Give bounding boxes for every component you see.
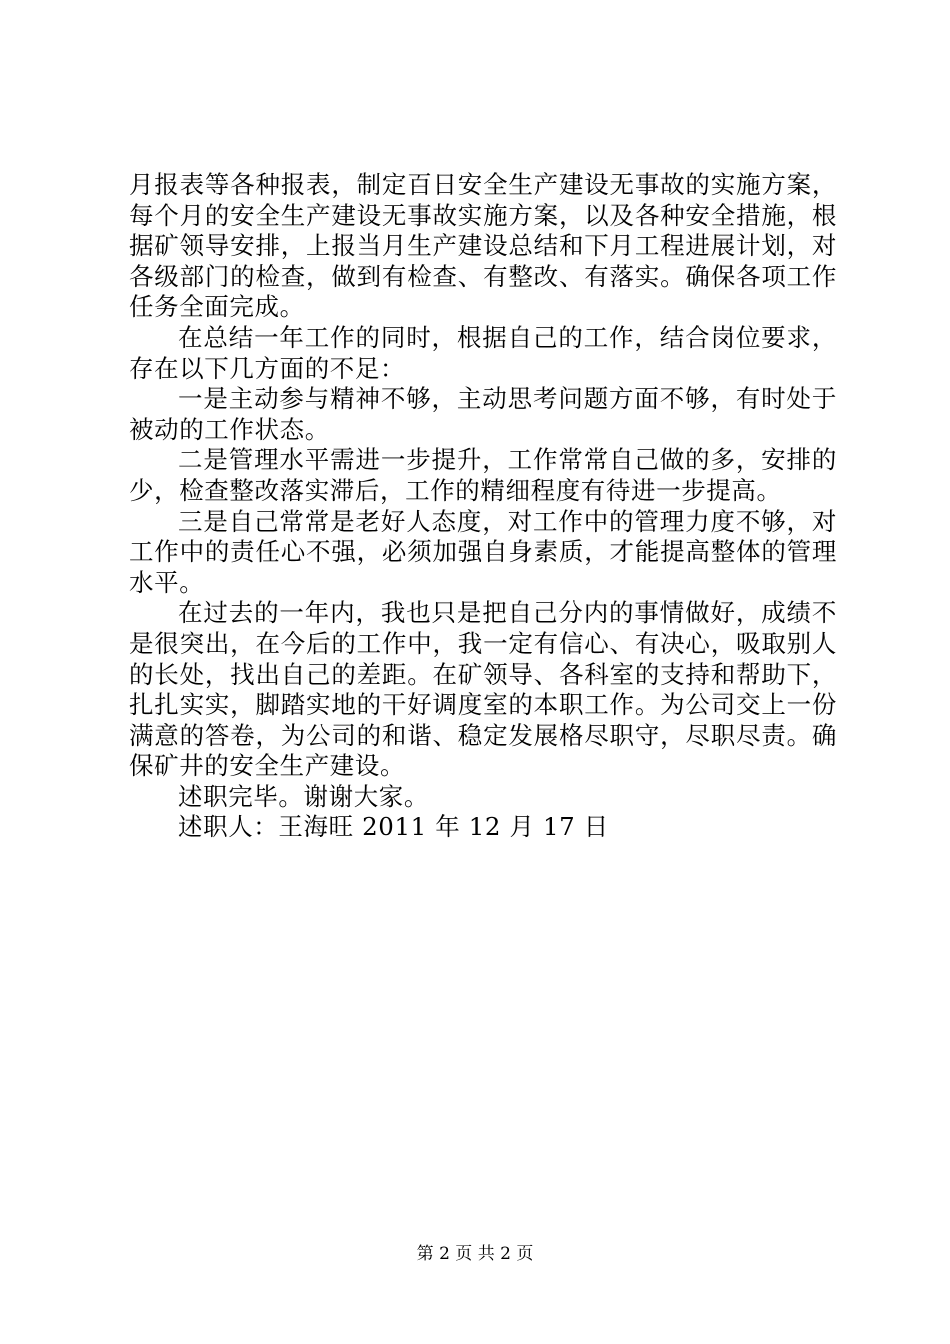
paragraph-shortcomings-intro: 在总结一年工作的同时，根据自己的工作，结合岗位要求，存在以下几方面的不足： [129, 322, 837, 383]
paragraph-shortcoming-3: 三是自己常常是老好人态度，对工作中的管理力度不够，对工作中的责任心不强，必须加强自身素质，才能提高整体的管理水平。 [129, 506, 837, 597]
page-footer [0, 1243, 950, 1265]
paragraph-signature: 述职人：王海旺 2011 年 12 月 17 日 [178, 812, 609, 842]
paragraph-shortcoming-1: 一是主动参与精神不够，主动思考问题方面不够，有时处于被动的工作状态。 [129, 384, 837, 444]
paragraph-closing: 述职完毕。谢谢大家。 [178, 781, 429, 811]
paragraph-continuation: 月报表等各种报表，制定百日安全生产建设无事故的实施方案，每个月的安全生产建设无事故实施方案，以及各种安全措施，根据矿领导安排，上报当月生产建设总结和下月工程进展计划，对各级部门的检查，做到有检查、有整改、有落实。确保各项工作任务全面完成。 [129, 170, 837, 322]
paragraph-shortcoming-2: 二是管理水平需进一步提升，工作常常自己做的多，安排的少，检查整改落实滞后，工作的精细程度有待进一步提高。 [129, 445, 837, 505]
document-body [129, 170, 837, 843]
page-number-label: 第 2 页 共 2 页 [416, 1244, 534, 1264]
paragraph-future-plan: 在过去的一年内，我也只是把自己分内的事情做好，成绩不是很突出，在今后的工作中，我一定有信心、有决心，吸取别人的长处，找出自己的差距。在矿领导、各科室的支持和帮助下，扎扎实实，脚踏实地的干好调度室的本职工作。为公司交上一份满意的答卷，为公司的和谐、稳定发展格尽职守，尽职尽责。确保矿井的安全生产建设。 [129, 598, 837, 781]
